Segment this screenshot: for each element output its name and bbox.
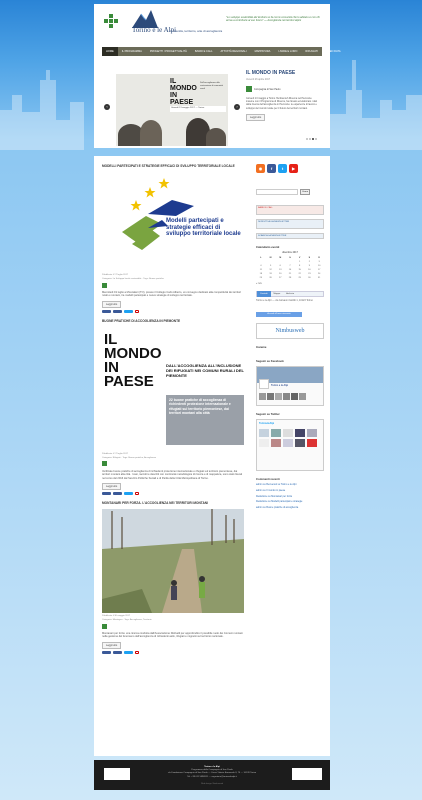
post-title[interactable]: MODELLI PARTECIPATI E STRATEGIE EFFICACI DI SVILUPPO TERRITORIALE LOCALE: [102, 164, 235, 168]
slider-image[interactable]: [116, 74, 228, 146]
facebook-share-button[interactable]: [102, 492, 111, 495]
site-header: [94, 4, 341, 148]
post-title[interactable]: MONTANARI PER FORZA. L'ACCOGLIENZA NEI TERRITORI MONTANI: [102, 501, 208, 506]
twitter-heading: Seguici su Twitter: [256, 412, 280, 417]
site-title[interactable]: Torino e le Alpi: [132, 26, 177, 34]
calendar-day[interactable]: 17: [317, 269, 321, 271]
facebook-like-button[interactable]: [113, 310, 122, 313]
compagnia-logo[interactable]: [104, 14, 118, 28]
calendar-day[interactable]: 7: [289, 265, 291, 267]
nav-home[interactable]: HOME: [102, 47, 118, 56]
calendar-month: dicembre 2017: [282, 251, 298, 254]
slide-read-more-button[interactable]: Leggi tutto: [246, 114, 265, 121]
calendar-day[interactable]: 3: [318, 261, 320, 263]
calendar-day[interactable]: 16: [308, 269, 311, 271]
calendar-day[interactable]: 30: [308, 277, 311, 279]
youtube-icon[interactable]: ▶: [289, 164, 298, 173]
weekday-label: M: [269, 257, 272, 259]
calendar-day[interactable]: 18: [259, 273, 263, 275]
nav-rifugiati[interactable]: RIFUGIATI: [305, 50, 318, 53]
post-image[interactable]: [102, 327, 244, 451]
reserved-area-button[interactable]: Accedi all'area riservata: [256, 312, 302, 317]
tweet-button[interactable]: [124, 492, 133, 495]
post2-image-box: 22 buone pratiche di accoglienza di richiedenti protezione internazionale e rifugiati sul territorio piemontese, dai territori montani alla città: [166, 395, 244, 445]
post-list: [102, 164, 244, 660]
slide-brand: Compagnia di San Paolo: [246, 84, 318, 94]
calendar-day[interactable]: 24: [317, 273, 321, 275]
post-excerpt: Verificate buone pratiche di accoglienza di richiedenti protezione internazionale e rifugiati sul territorio piemontese, dai territori montani alla città. I casi, raccolti e descritti con continuità metodologica di ricerca e di mappatura, sono stati rilevati nel corso del 2016 dal Servizio Politiche Sociali e di Parità della Città Metropolitana di Torino.: [102, 469, 243, 480]
pinterest-button[interactable]: [135, 310, 139, 313]
facebook-share-button[interactable]: [102, 651, 111, 654]
tweet-button[interactable]: [124, 310, 133, 313]
tab-contatti[interactable]: Contatti: [257, 291, 271, 297]
footer-line: Tel. +39 011 5596911 — segreteria@torinoelealpi.it: [187, 775, 237, 778]
pinterest-button[interactable]: [135, 492, 139, 495]
post3-photo: [102, 509, 244, 613]
post-date: Pubblicato il 30 maggio 2017: [102, 615, 131, 618]
slide-image-title: IL MONDO IN PAESE: [170, 78, 197, 106]
share-bar: [102, 310, 244, 313]
post-date: Pubblicato il 17 luglio 2017: [102, 452, 129, 455]
banner-newsletter-download[interactable]: SCARICA LA NEWSLETTER: [256, 233, 324, 239]
nav-attivita[interactable]: ATTIVITÀ REGIONALI: [220, 50, 247, 53]
footer-left-logo[interactable]: [104, 768, 130, 780]
slide-text: Giovedì 13 maggio a Torino l'Ambienteh Ricerca nel Piemonte insieme con il Programma di Ricerca, ha rilevato ed elaborato i dati della ricerca dell'accoglienza in Piemonte: le esperienze di lavoro e sviluppo del mondo rurale per il futuro dei territori montani.: [246, 97, 317, 110]
sidebar-tabs: [256, 291, 324, 297]
nimbus-banner[interactable]: Nimbusweb: [256, 323, 324, 339]
author-logo: [102, 282, 112, 288]
calendar-day[interactable]: 6: [279, 265, 281, 267]
calendar-day[interactable]: 23: [308, 273, 311, 275]
post-excerpt: Montanari per forza: una ricerca condotta dall'Associazione Dislivelli per approfondire il possibile ruolo dei Comuni montani nella gestione del fenomeno dell'accoglienza di richiedenti asilo, rifugiati e migranti sul territorio nazionale.: [102, 632, 243, 639]
footer-name: Torino e le Alpi: [204, 766, 220, 768]
calendar-day[interactable]: 5: [269, 265, 272, 267]
slide-event-bar: Giovedì 13 maggio 2017 — Torino: [170, 106, 226, 112]
facebook-like-button[interactable]: [113, 492, 122, 495]
post2-image-subtitle: DALL'ACCOGLIENZA ALL'INCLUSIONE DEI RIFUGIATI NEI COMUNI RURALI DEL PIEMONTE: [166, 362, 244, 378]
facebook-icon[interactable]: f: [267, 164, 276, 173]
footer-info: [144, 766, 280, 779]
search-button[interactable]: Cerca: [300, 189, 310, 195]
slider-prev-arrow[interactable]: ‹: [104, 104, 110, 110]
calendar-day[interactable]: 13: [279, 269, 282, 271]
slide-date: Venerdì 26 aprile 2017: [246, 78, 271, 81]
author-logo: [102, 623, 112, 629]
calendar-day[interactable]: 9: [308, 265, 310, 267]
site-footer: [94, 760, 330, 790]
slider-dot-active[interactable]: [312, 138, 314, 140]
contact-text: Torino e le Alpi — via Giovanni Giolitti 1, 10123 Torino: [256, 299, 313, 303]
calendar-day[interactable]: 19: [269, 273, 272, 275]
sidebar: [256, 164, 324, 509]
slide-image-caption: Dall'accoglienza alla costruzione di comunità rurali: [200, 82, 223, 90]
post-date: Pubblicato il 17 luglio 2017: [102, 274, 129, 276]
calendar-day[interactable]: 27: [279, 277, 282, 279]
nav-programma[interactable]: IL PROGRAMMA: [121, 50, 142, 53]
calendar-day[interactable]: 25: [259, 277, 263, 279]
weekday-label: D: [318, 257, 320, 259]
calendar-day[interactable]: 26: [269, 277, 272, 279]
recent-comment[interactable]: admin su Il mondo in paese: [256, 489, 286, 492]
facebook-share-button[interactable]: [102, 310, 111, 313]
post-meta[interactable]: Categoria: Montagna · Tags: Accoglienza, Territorio: [102, 619, 152, 622]
post2-image-title: IL MONDO IN PAESE: [104, 330, 162, 390]
calendar-day[interactable]: 21: [288, 273, 292, 275]
facebook-page-name[interactable]: Torino e le Alpi: [271, 384, 288, 388]
slider-side-panel: [246, 70, 318, 121]
social-icons: [256, 164, 324, 175]
post-excerpt: Mercoledì 19 luglio a Moncalieri (TO), presso il Collegio Carlo Alberto, un convegno dedicato alla competitività dei territori rurali e montani, tra modelli partecipati e nuove strategie di sviluppo territoriale.: [102, 291, 242, 298]
calendar-day[interactable]: 29: [298, 277, 301, 279]
calendar-day[interactable]: 12: [269, 269, 272, 271]
tweet-button[interactable]: [124, 651, 133, 654]
brand-logo-icon: [246, 86, 252, 92]
footer-credit[interactable]: Web design: Nimbusweb: [200, 783, 224, 785]
calendar-day[interactable]: 20: [279, 273, 282, 275]
weekday-label: M: [279, 257, 282, 259]
post-item: [102, 501, 244, 654]
main-area: [94, 156, 330, 756]
insieme-heading: Insieme: [256, 345, 267, 350]
calendar-heading: Calendario eventi: [256, 245, 280, 249]
post-title[interactable]: BUONE PRATICHE DI ACCOGLIENZA IN PIEMONTE: [102, 318, 181, 323]
post-image[interactable]: [102, 172, 244, 272]
nav-opendata[interactable]: OPEN DATA: [326, 50, 341, 53]
calendar-day[interactable]: 1: [299, 261, 301, 263]
slider-dot[interactable]: [309, 138, 311, 140]
slider-dot[interactable]: [315, 138, 317, 140]
footer-line: Programma della Compagnia di San Paolo: [191, 769, 233, 772]
slider-next-arrow[interactable]: ›: [234, 104, 240, 110]
recent-comment[interactable]: admin su Benvenuti su Torino e le Alpi: [256, 483, 297, 487]
nav-mappatura[interactable]: MAPPATURA: [254, 50, 271, 53]
share-bar: [102, 492, 244, 495]
slide-title[interactable]: IL MONDO IN PAESE: [246, 70, 296, 76]
facebook-heading: Seguici su Facebook: [256, 359, 284, 364]
header-tagline: "Lo sviluppo sostenibile del territorio si fa con le comunità che lo abitano e con chi arriva a contribuire al suo futuro" — Accoglienza nei territori alpini: [226, 16, 320, 23]
twitter-widget[interactable]: [256, 419, 324, 471]
read-more-button[interactable]: Leggi tutto: [102, 642, 121, 649]
calendar-day[interactable]: 2: [308, 261, 310, 263]
facebook-widget[interactable]: [256, 366, 324, 406]
calendar-day[interactable]: 11: [259, 269, 262, 271]
pinterest-button[interactable]: [135, 651, 139, 654]
tab-archivio[interactable]: Archivio: [286, 293, 295, 296]
recent-comment[interactable]: Redazione su Montanari per forza: [256, 494, 293, 498]
nav-bandi[interactable]: BANDI E CALL: [194, 50, 213, 53]
weekday-label: L: [260, 257, 262, 259]
comments-heading: Commenti recenti: [256, 477, 280, 482]
mountain-logo-icon: [132, 8, 158, 28]
twitter-icon[interactable]: t: [278, 164, 287, 173]
calendar-day[interactable]: 31: [317, 277, 321, 279]
calendar-prev-link[interactable]: « nov: [256, 282, 262, 285]
calendar-days: [256, 260, 324, 280]
weekday-label: S: [308, 257, 311, 259]
facebook-like-button[interactable]: [113, 651, 122, 654]
footer-line: c/o Fondazione Compagnia di San Paolo — Corso Vittorio Emanuele II, 75 — 10128 Torino: [167, 772, 257, 775]
calendar-day[interactable]: 15: [298, 269, 301, 271]
search-input[interactable]: [256, 189, 298, 195]
post-meta[interactable]: Categoria: Lo Sviluppo locale sostenibile · Tags: Buone pratiche: [102, 278, 164, 280]
nav-progetti[interactable]: PROGETTI / PROGETTUALITÀ: [149, 50, 187, 53]
post-image[interactable]: [102, 509, 244, 613]
read-more-button[interactable]: Leggi tutto: [102, 301, 121, 308]
slider-dot[interactable]: [306, 138, 308, 140]
share-bar: [102, 651, 244, 654]
post1-image-text: Modelli partecipati e strategie efficaci di sviluppo territoriale locale: [166, 218, 241, 238]
read-more-button[interactable]: Leggi tutto: [102, 483, 121, 490]
slider-dots: [306, 138, 317, 140]
calendar-day[interactable]: 4: [260, 265, 262, 267]
tab-mappa[interactable]: Mappa: [273, 293, 281, 296]
nav-ande[interactable]: I ANDE E LORO: [278, 50, 298, 53]
author-logo: [102, 461, 112, 467]
rss-icon[interactable]: ◉: [256, 164, 265, 173]
calendar-table: [256, 256, 324, 280]
recent-comment[interactable]: admin su Buone pratiche di accoglienza: [256, 505, 299, 509]
footer-compagnia-logo[interactable]: [292, 768, 322, 780]
calendar-day[interactable]: 14: [288, 269, 292, 271]
twitter-account-name[interactable]: TorinoeleAlpi: [259, 422, 275, 426]
banner-newsletter-subscribe[interactable]: ISCRIVITI ALLA NEWSLETTER: [256, 219, 324, 229]
post-meta[interactable]: Categoria: Rifugiati · Tags: Buone pratiche, Accoglienza: [102, 456, 156, 459]
search-form: [256, 189, 324, 195]
recent-comment[interactable]: Redazione su Modelli partecipati e strategie: [256, 500, 303, 504]
site-subtitle: Comunità, territorio, arte di accoglienza: [170, 29, 223, 33]
main-navigation: [102, 47, 341, 56]
calendar-day[interactable]: 8: [299, 265, 301, 267]
weekday-label: G: [289, 257, 291, 259]
calendar-day[interactable]: 10: [317, 265, 321, 267]
post-item: [102, 319, 244, 495]
calendar-day[interactable]: 22: [298, 273, 301, 275]
calendar-day[interactable]: 28: [288, 277, 292, 279]
weekday-label: V: [298, 257, 301, 259]
post-item: [102, 164, 244, 313]
banner-bandi[interactable]: BANDI E CALL: [256, 205, 324, 215]
